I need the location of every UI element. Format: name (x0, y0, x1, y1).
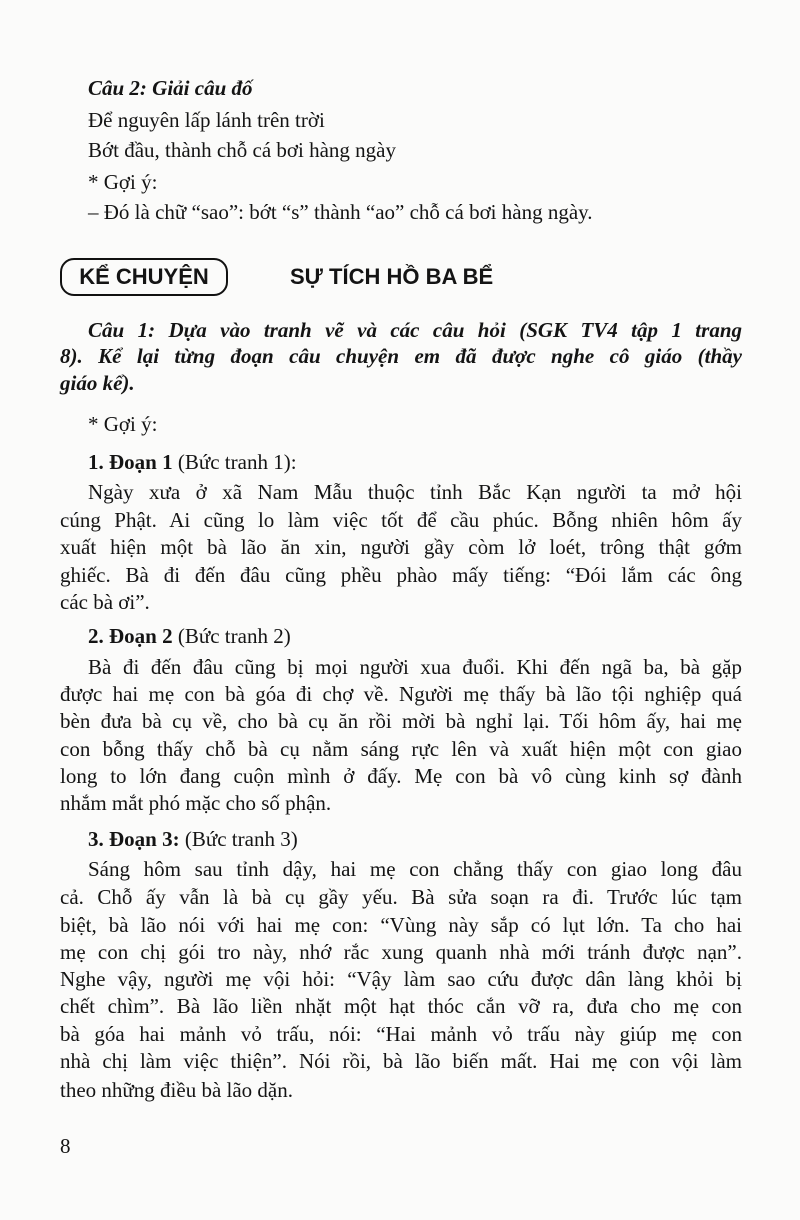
paragraph-line: bà góa hai mảnh vỏ trấu, nói: “Hai mảnh vỏ trấu này giúp mẹ con (60, 1022, 742, 1046)
hint-label: * Gợi ý: (88, 170, 158, 194)
page-number: 8 (60, 1134, 71, 1158)
paragraph-line: chết chìm”. Bà lão liền nhặt một hạt thóc cắn vỡ ra, đưa cho mẹ con (60, 994, 742, 1018)
story-title: SỰ TÍCH HỒ BA BỂ (290, 264, 494, 289)
paragraph-line: Ngày xưa ở xã Nam Mẫu thuộc tỉnh Bắc Kạn người ta mở hội (88, 480, 742, 504)
section-badge: KỂ CHUYỆN (60, 258, 228, 296)
paragraph-line: nhà chị làm việc thiện”. Nói rồi, bà lão biến mất. Hai mẹ con vội làm (60, 1049, 742, 1073)
paragraph-line: theo những điều bà lão dặn. (60, 1078, 293, 1102)
paragraph-line: con bỗng thấy chỗ bà cụ nằm sáng rực lên và xuất hiện một con giao (60, 737, 742, 761)
part-label: 3. Đoạn 3: (88, 827, 180, 851)
part-heading (88, 448, 742, 476)
paragraph-line: xuất hiện một bà lão ăn xin, người gầy còm lở loét, trông thật gớm (60, 535, 742, 559)
paragraph-line: ghiếc. Bà đi đến đâu cũng phều phào mấy tiếng: “Đói lắm các ông (60, 563, 742, 587)
part-subtitle: (Bức tranh 2) (172, 624, 291, 648)
part-heading (88, 825, 742, 853)
paragraph-line: bèn đưa bà cụ về, cho bà cụ ăn rồi mời bà nghỉ lại. Tối hôm ấy, hai mẹ (60, 709, 742, 733)
paragraph-line: biệt, bà lão nói với hai mẹ con: “Vùng này sắp có lụt lớn. Ta cho hai (60, 913, 742, 937)
paragraph-line: long to lớn đang cuộn mình ở đấy. Mẹ con bà vô cùng kinh sợ đành (60, 764, 742, 788)
paragraph-line: Nghe vậy, người mẹ vội hỏi: “Vậy làm sao cứu được dân làng khỏi bị (60, 967, 742, 991)
paragraph-line: Bà đi đến đâu cũng bị mọi người xua đuổi. Khi đến ngã ba, bà gặp (88, 655, 742, 679)
riddle-heading: Câu 2: Giải câu đố (88, 76, 253, 100)
paragraph-line: nhắm mắt phó mặc cho số phận. (60, 791, 332, 815)
paragraph-line: mẹ con chị gói tro này, nhớ rắc xung quanh nhà mới tránh được nạn”. (60, 940, 742, 964)
question-line: giáo kể). (60, 371, 135, 395)
paragraph-line: cả. Chỗ ấy vẫn là bà cụ gầy yếu. Bà sửa soạn ra đi. Trước lúc tạm (60, 885, 742, 909)
part-heading (88, 622, 742, 650)
riddle-line: Để nguyên lấp lánh trên trời (88, 108, 325, 132)
riddle-line: Bớt đầu, thành chỗ cá bơi hàng ngày (88, 138, 396, 162)
part-label: 1. Đoạn 1 (88, 450, 173, 474)
part-subtitle: (Bức tranh 1): (172, 450, 297, 474)
paragraph-line: Sáng hôm sau tỉnh dậy, hai mẹ con chẳng thấy con giao long đâu (88, 857, 742, 881)
question-line: 8). Kể lại từng đoạn câu chuyện em đã được nghe cô giáo (thầy (60, 344, 742, 368)
paragraph-line: các bà ơi”. (60, 590, 150, 614)
question-line: Câu 1: Dựa vào tranh vẽ và các câu hỏi (SGK TV4 tập 1 trang (88, 318, 742, 342)
riddle-answer: – Đó là chữ “sao”: bớt “s” thành “ao” chỗ cá bơi hàng ngày. (88, 200, 593, 224)
paragraph-line: cúng Phật. Ai cũng lo làm việc tốt để cầu phúc. Bỗng nhiên hôm ấy (60, 508, 742, 532)
paragraph-line: được hai mẹ con bà góa đi chợ về. Người mẹ thấy bà lão tội nghiệp quá (60, 682, 742, 706)
part-subtitle: (Bức tranh 3) (179, 827, 298, 851)
hint-label: * Gợi ý: (88, 412, 158, 436)
part-label: 2. Đoạn 2 (88, 624, 173, 648)
